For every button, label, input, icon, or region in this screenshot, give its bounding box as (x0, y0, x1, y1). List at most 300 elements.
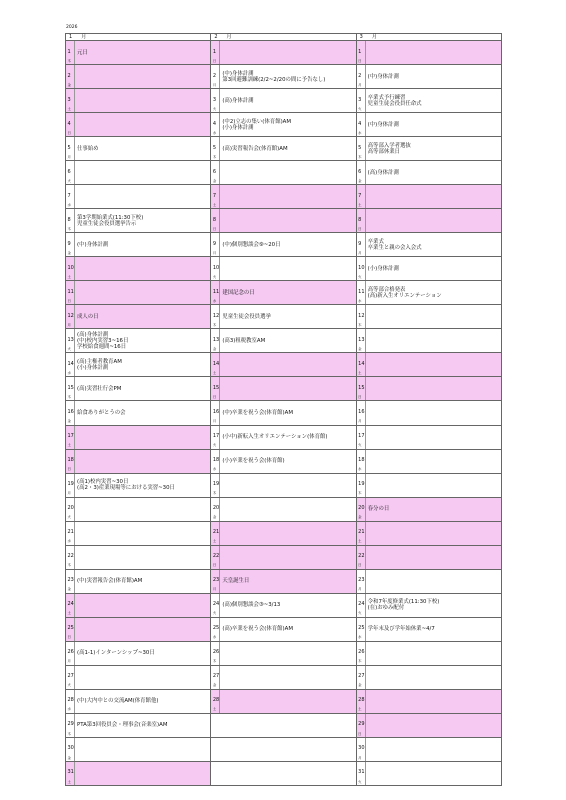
weekday-label: 土 (212, 539, 217, 544)
day-row (66, 714, 210, 738)
day-row (211, 161, 355, 185)
month-label: 月 (371, 34, 377, 40)
date-cell (66, 353, 75, 376)
date-cell (357, 546, 366, 569)
event-text: 高等部休業日 (367, 148, 401, 155)
event-text: (高)実習報告会(体育館)AM (222, 145, 288, 152)
event-text: (高)主権者教育AM (77, 358, 122, 365)
day-number: 27 (358, 673, 365, 680)
day-row (357, 305, 501, 329)
day-row (357, 233, 501, 257)
event-cell (366, 474, 501, 497)
date-cell (66, 738, 75, 761)
weekday-label: 木 (67, 395, 71, 400)
event-cell (75, 137, 210, 160)
day-row (66, 353, 210, 377)
event-cell (75, 329, 210, 352)
weekday-label: 土 (67, 443, 71, 448)
weekday-label: 月 (67, 154, 71, 159)
event-cell (366, 762, 501, 785)
event-cell (366, 281, 501, 304)
date-cell (211, 690, 220, 713)
date-cell (211, 305, 220, 328)
day-row (66, 233, 210, 257)
date-cell (66, 474, 75, 497)
empty-row (211, 762, 355, 786)
event-text: 児童生徒会役員選挙 (222, 313, 271, 320)
weekday-label: 水 (358, 635, 362, 640)
empty-row (211, 738, 355, 762)
date-cell (357, 450, 366, 473)
day-number: 2 (212, 72, 217, 79)
day-row (357, 498, 501, 522)
day-row (66, 642, 210, 666)
day-row (66, 89, 210, 113)
day-row (66, 666, 210, 690)
day-number: 21 (358, 529, 365, 536)
event-cell (75, 714, 210, 737)
month-column-1 (66, 34, 211, 786)
event-cell (366, 113, 501, 136)
event-text: (高)新入生オリエンテーション (367, 292, 442, 299)
month-label: 月 (226, 34, 232, 40)
weekday-label: 火 (212, 611, 217, 616)
day-row (357, 738, 501, 762)
day-number: 19 (358, 480, 365, 487)
day-row (357, 762, 501, 786)
weekday-label: 水 (67, 539, 71, 544)
day-number: 20 (212, 505, 220, 512)
event-text: 第3回避難訓練(2/2~2/20の間に予告なし) (222, 76, 326, 83)
day-row (211, 281, 355, 305)
day-row (357, 426, 501, 450)
event-cell (220, 426, 355, 449)
event-cell (366, 233, 501, 256)
weekday-label: 火 (358, 443, 362, 448)
event-text: (高1-1)インターンシップ~30日 (77, 650, 155, 657)
day-row (211, 113, 355, 137)
day-row (357, 594, 501, 618)
day-number: 15 (67, 384, 74, 391)
day-number: 4 (358, 120, 362, 127)
event-cell (75, 594, 210, 617)
weekday-label: 土 (67, 106, 71, 111)
event-text: 天皇誕生日 (222, 578, 250, 585)
event-cell (220, 41, 355, 64)
day-number: 11 (358, 288, 365, 295)
event-cell (366, 329, 501, 352)
date-cell (357, 666, 366, 689)
month-number: 2 (214, 34, 218, 40)
day-number: 22 (212, 553, 220, 560)
weekday-label: 木 (212, 154, 217, 159)
event-text: (中2)立志の集い(体育館)AM (222, 118, 292, 125)
day-row (211, 522, 355, 546)
day-row (211, 377, 355, 401)
date-cell (66, 113, 75, 136)
event-cell (366, 738, 501, 761)
weekday-label: 火 (358, 274, 362, 279)
event-text: 卒業生と親の会入会式 (367, 244, 422, 251)
event-cell (220, 209, 355, 232)
day-number: 12 (212, 312, 220, 319)
day-row (211, 137, 355, 161)
weekday-label: 水 (358, 298, 362, 303)
weekday-label: 木 (358, 154, 362, 159)
weekday-label: 金 (67, 587, 71, 592)
event-text: (高)卒業を祝う会(体育館)AM (222, 626, 293, 633)
day-row (357, 281, 501, 305)
event-cell (220, 353, 355, 376)
event-cell (220, 377, 355, 400)
day-number: 19 (212, 480, 220, 487)
date-cell (357, 257, 366, 280)
weekday-label: 火 (67, 683, 71, 688)
day-row (357, 642, 501, 666)
weekday-label: 土 (67, 274, 71, 279)
event-cell (75, 161, 210, 184)
weekday-label: 金 (358, 347, 362, 351)
calendar-grid (65, 33, 502, 786)
weekday-label: 月 (212, 419, 217, 424)
day-row (66, 426, 210, 450)
date-cell (357, 377, 366, 400)
event-cell (220, 233, 355, 256)
weekday-label: 月 (67, 322, 71, 327)
weekday-label: 土 (358, 202, 362, 207)
day-number: 6 (212, 168, 217, 175)
weekday-label: 火 (358, 106, 362, 111)
day-number: 17 (358, 432, 365, 439)
day-number: 5 (212, 144, 217, 151)
weekday-label: 月 (358, 250, 362, 255)
day-row (66, 329, 210, 353)
day-number: 25 (358, 625, 365, 632)
weekday-label: 金 (212, 683, 217, 688)
day-number: 7 (358, 192, 362, 199)
day-row (66, 257, 210, 281)
weekday-label: 火 (67, 515, 71, 520)
day-number: 23 (212, 577, 220, 584)
day-number: 24 (212, 601, 220, 608)
event-text: (中)大内中との交流AM(体育館他) (77, 698, 159, 705)
event-cell (75, 41, 210, 64)
day-row (66, 762, 210, 786)
event-cell (366, 690, 501, 713)
day-number: 25 (212, 625, 220, 632)
weekday-label: 金 (212, 178, 217, 183)
event-cell (366, 714, 501, 737)
weekday-label: 木 (358, 322, 362, 327)
weekday-label: 土 (212, 707, 217, 712)
weekday-label: 日 (212, 226, 217, 231)
day-number: 26 (67, 649, 74, 656)
day-number: 31 (67, 769, 74, 776)
event-cell (366, 353, 501, 376)
event-cell (75, 450, 210, 473)
weekday-label: 土 (358, 539, 362, 544)
event-cell (75, 642, 210, 665)
day-number: 24 (358, 601, 365, 608)
event-cell (75, 666, 210, 689)
day-row (357, 137, 501, 161)
weekday-label: 水 (67, 202, 71, 207)
event-text: (小)卒業を祝う会(体育館) (222, 458, 285, 465)
event-text: 学年末及び学年始休業~4/7 (367, 626, 435, 633)
day-row (211, 353, 355, 377)
date-cell (211, 594, 220, 617)
event-cell (366, 137, 501, 160)
day-number: 6 (358, 168, 362, 175)
date-cell (211, 161, 220, 184)
weekday-label: 木 (67, 563, 71, 568)
date-cell (66, 281, 75, 304)
weekday-label: 日 (358, 226, 362, 231)
date-cell (66, 666, 75, 689)
weekday-label: 火 (67, 178, 71, 183)
month-number: 1 (69, 34, 73, 40)
day-row (66, 498, 210, 522)
day-number: 16 (67, 408, 74, 415)
date-cell (211, 618, 220, 641)
date-cell (357, 41, 366, 64)
day-row (66, 41, 210, 65)
date-cell (357, 137, 366, 160)
date-cell (66, 161, 75, 184)
event-cell (220, 666, 355, 689)
event-text: 高等部入学者選抜 (367, 142, 411, 149)
day-row (357, 714, 501, 738)
event-cell (75, 377, 210, 400)
day-number: 23 (67, 577, 74, 584)
day-row (357, 546, 501, 570)
day-number: 23 (358, 577, 365, 584)
day-number: 2 (67, 72, 71, 79)
date-cell (211, 65, 220, 88)
day-row (211, 209, 355, 233)
day-number: 31 (358, 769, 365, 776)
event-cell (366, 305, 501, 328)
day-number: 30 (67, 745, 74, 752)
event-cell (220, 450, 355, 473)
date-cell (66, 570, 75, 593)
event-cell (220, 137, 355, 160)
day-row (357, 89, 501, 113)
event-text: (高2・3)産業現場等における実習~30日 (77, 485, 175, 492)
date-cell (211, 209, 220, 232)
date-cell (66, 305, 75, 328)
event-cell (220, 89, 355, 112)
day-row (211, 426, 355, 450)
event-cell (220, 546, 355, 569)
day-row (66, 690, 210, 714)
month-column-2 (211, 34, 356, 786)
weekday-label: 日 (358, 731, 362, 736)
date-cell (357, 426, 366, 449)
weekday-label: 土 (358, 707, 362, 712)
day-row (357, 377, 501, 401)
weekday-label: 土 (67, 779, 71, 784)
event-cell (75, 113, 210, 136)
day-number: 4 (212, 120, 217, 127)
event-cell (75, 474, 210, 497)
weekday-label: 木 (212, 491, 217, 496)
date-cell (357, 161, 366, 184)
event-cell (220, 570, 355, 593)
day-row (211, 401, 355, 425)
day-number: 12 (67, 312, 74, 319)
event-text: (高3)租税教室AM (222, 337, 266, 344)
weekday-label: 金 (67, 419, 71, 424)
date-cell (66, 450, 75, 473)
day-number: 8 (212, 216, 217, 223)
day-row (66, 738, 210, 762)
day-number: 25 (67, 625, 74, 632)
date-cell (66, 714, 75, 737)
date-cell (211, 113, 220, 136)
event-cell (220, 618, 355, 641)
day-number: 29 (67, 721, 74, 728)
date-cell (66, 209, 75, 232)
month-header (66, 34, 210, 41)
date-cell (211, 89, 220, 112)
date-cell (66, 546, 75, 569)
day-row (357, 690, 501, 714)
event-cell (220, 65, 355, 88)
day-number: 20 (358, 505, 365, 512)
event-text: 元日 (77, 49, 88, 56)
event-cell (220, 329, 355, 352)
event-cell (366, 65, 501, 88)
day-number: 24 (67, 601, 74, 608)
date-cell (66, 426, 75, 449)
date-cell (357, 89, 366, 112)
day-number: 14 (212, 360, 220, 367)
event-cell (366, 89, 501, 112)
day-row (357, 666, 501, 690)
weekday-label: 土 (212, 371, 217, 376)
day-number: 30 (358, 745, 365, 752)
event-cell (220, 594, 355, 617)
weekday-label: 日 (212, 563, 217, 568)
event-text: (中)身体計測 (77, 241, 109, 248)
event-text: (中)身体計測 (367, 73, 399, 80)
event-cell (366, 257, 501, 280)
event-cell (220, 642, 355, 665)
event-cell (75, 762, 210, 785)
date-cell (66, 329, 75, 352)
day-row (66, 450, 210, 474)
weekday-label: 水 (212, 130, 217, 135)
weekday-label: 木 (358, 659, 362, 664)
day-row (211, 450, 355, 474)
date-cell (211, 257, 220, 280)
event-cell (75, 89, 210, 112)
date-cell (357, 305, 366, 328)
day-row (211, 642, 355, 666)
event-text: 卒業式 (367, 238, 384, 245)
day-row (66, 594, 210, 618)
weekday-label: 火 (358, 611, 362, 616)
event-cell (366, 642, 501, 665)
day-number: 5 (358, 144, 362, 151)
weekday-label: 月 (212, 587, 217, 592)
event-cell (366, 450, 501, 473)
event-cell (366, 594, 501, 617)
day-row (211, 594, 355, 618)
event-text: 成人の日 (77, 313, 99, 320)
event-cell (75, 498, 210, 521)
date-cell (357, 618, 366, 641)
day-row (211, 233, 355, 257)
day-row (66, 305, 210, 329)
event-cell (366, 570, 501, 593)
day-number: 15 (212, 384, 220, 391)
day-number: 9 (358, 240, 362, 247)
month-number: 3 (359, 34, 363, 40)
weekday-label: 火 (212, 443, 217, 448)
date-cell (66, 89, 75, 112)
day-row (357, 329, 501, 353)
day-row (357, 522, 501, 546)
date-cell (66, 65, 75, 88)
event-cell (75, 522, 210, 545)
day-row (66, 522, 210, 546)
date-cell (211, 450, 220, 473)
day-number: 2 (358, 72, 362, 79)
weekday-label: 月 (67, 659, 71, 664)
date-cell (66, 233, 75, 256)
event-cell (366, 161, 501, 184)
date-cell (211, 570, 220, 593)
day-number: 3 (67, 96, 71, 103)
day-number: 3 (358, 96, 362, 103)
date-cell (357, 329, 366, 352)
day-row (211, 570, 355, 594)
day-number: 19 (67, 480, 74, 487)
day-row (66, 161, 210, 185)
date-cell (211, 185, 220, 208)
date-cell (66, 522, 75, 545)
date-cell (66, 401, 75, 424)
weekday-label: 金 (358, 683, 362, 688)
day-number: 15 (358, 384, 365, 391)
day-number: 6 (67, 168, 71, 175)
weekday-label: 日 (358, 395, 362, 400)
date-cell (211, 377, 220, 400)
weekday-label: 木 (212, 659, 217, 664)
date-cell (357, 281, 366, 304)
event-text: 春分の日 (367, 506, 390, 513)
day-row (357, 401, 501, 425)
event-text: (小)身体計測 (222, 124, 254, 131)
day-number: 8 (358, 216, 362, 223)
weekday-label: 水 (358, 467, 362, 472)
day-number: 1 (212, 48, 217, 55)
event-cell (220, 474, 355, 497)
day-number: 7 (67, 192, 71, 199)
event-cell (366, 666, 501, 689)
event-cell (75, 738, 210, 761)
day-row (211, 305, 355, 329)
event-text: (高)身体計測 (77, 331, 109, 338)
event-cell (75, 546, 210, 569)
date-cell (66, 618, 75, 641)
weekday-label: 日 (67, 467, 71, 472)
event-cell (75, 281, 210, 304)
day-number: 28 (212, 697, 220, 704)
event-cell (75, 65, 210, 88)
